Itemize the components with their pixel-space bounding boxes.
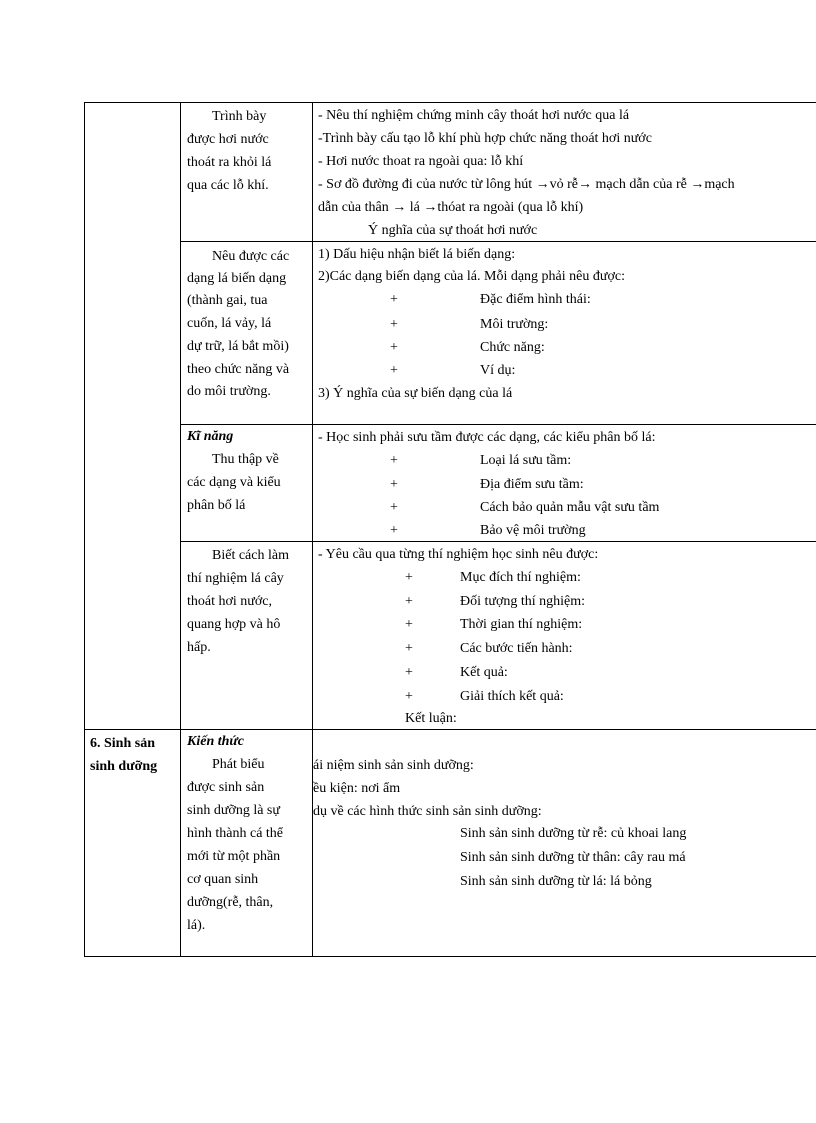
- table-bottom-border: [84, 956, 816, 957]
- section-heading: Kiến thức: [187, 734, 245, 749]
- example-text: Sinh sản sinh dưỡng từ thân: cây rau má: [460, 850, 686, 865]
- column-divider-2: [312, 102, 313, 956]
- cell-text: dạng lá biến dạng: [187, 271, 287, 286]
- cell-text: qua các lỗ khí.: [187, 178, 269, 193]
- cell-text: Phát biểu: [212, 757, 265, 772]
- bullet-text: Cách bảo quản mẫu vật sưu tầm: [480, 500, 660, 515]
- cell-text: -Trình bày cấu tạo lỗ khí phù hợp chức năng thoát hơi nước: [318, 131, 652, 146]
- cell-text: - Hơi nước thoat ra ngoài qua: lỗ khí: [318, 154, 524, 169]
- bullet-text: Kết quả:: [460, 665, 508, 680]
- cell-text: dự trữ, lá bắt mồi): [187, 339, 289, 354]
- bullet-text: Chức năng:: [480, 340, 545, 355]
- example-text: Sinh sản sinh dưỡng từ rễ: củ khoai lang: [460, 826, 687, 841]
- bullet-text: Môi trường:: [480, 317, 549, 332]
- cell-text: hình thành cá thể: [187, 826, 284, 841]
- cell-text: lá).: [187, 918, 206, 933]
- cell-text: mới từ một phần: [187, 849, 281, 864]
- cell-text: dụ về các hình thức sinh sản sinh dưỡng:: [313, 804, 542, 819]
- bullet-text: Mục đích thí nghiệm:: [460, 570, 581, 585]
- bullet-plus: +: [390, 453, 398, 468]
- bullet-plus: +: [390, 477, 398, 492]
- bullet-plus: +: [405, 570, 413, 585]
- example-text: Sinh sản sinh dưỡng từ lá: lá bỏng: [460, 874, 652, 889]
- bullet-plus: +: [405, 617, 413, 632]
- cell-text: Kết luận:: [405, 711, 457, 726]
- table-left-border: [84, 102, 85, 956]
- cell-text: theo chức năng và: [187, 362, 290, 377]
- cell-text: - Nêu thí nghiệm chứng minh cây thoát hơi nước qua lá: [318, 108, 630, 123]
- cell-text: cuốn, lá vảy, lá: [187, 316, 272, 331]
- bullet-text: Đối tượng thí nghiệm:: [460, 594, 586, 609]
- cell-text: Ý nghĩa của sự thoát hơi nước: [368, 223, 538, 238]
- bullet-text: Ví dụ:: [480, 363, 516, 378]
- cell-text: do môi trường.: [187, 384, 271, 399]
- cell-text: cơ quan sinh: [187, 872, 259, 887]
- cell-text: phân bố lá: [187, 498, 246, 513]
- bullet-plus: +: [390, 523, 398, 538]
- cell-text: ều kiện: nơi ẩm: [313, 781, 401, 796]
- bullet-plus: +: [390, 292, 398, 307]
- bullet-text: Giải thích kết quả:: [460, 689, 564, 704]
- cell-text: hấp.: [187, 640, 211, 655]
- bullet-plus: +: [390, 363, 398, 378]
- topic-title: sinh dưỡng: [90, 759, 158, 774]
- cell-text: - Yêu cầu qua từng thí nghiệm học sinh nêu được:: [318, 547, 599, 562]
- bullet-text: Loại lá sưu tầm:: [480, 453, 572, 468]
- cell-text: ái niệm sinh sản sinh dưỡng:: [313, 758, 474, 773]
- bullet-text: Đặc điểm hình thái:: [480, 292, 591, 307]
- bullet-text: Địa điểm sưu tầm:: [480, 477, 584, 492]
- row-divider-2: [180, 424, 816, 425]
- cell-text: thoát hơi nước,: [187, 594, 272, 609]
- cell-text: thí nghiệm lá cây: [187, 571, 284, 586]
- cell-text: 1) Dấu hiệu nhận biết lá biến dạng:: [318, 247, 516, 262]
- cell-text: - Học sinh phải sưu tầm được các dạng, các kiểu phân bố lá:: [318, 430, 656, 445]
- cell-text: dưỡng(rễ, thân,: [187, 895, 274, 910]
- cell-text: dẫn của thân → lá →thóat ra ngoài (qua lỗ khí): [318, 200, 584, 215]
- bullet-text: Bảo vệ môi trường: [480, 523, 586, 538]
- bullet-plus: +: [390, 340, 398, 355]
- bullet-plus: +: [405, 665, 413, 680]
- column-divider-1: [180, 102, 181, 956]
- table-top-border: [84, 102, 816, 103]
- bullet-text: Các bước tiến hành:: [460, 641, 573, 656]
- topic-title: 6. Sinh sản: [90, 736, 155, 751]
- section-heading: Kĩ năng: [187, 429, 234, 444]
- bullet-plus: +: [390, 500, 398, 515]
- cell-text: Thu thập về: [212, 452, 279, 467]
- cell-text: (thành gai, tua: [187, 293, 268, 308]
- cell-text: được sinh sản: [187, 780, 265, 795]
- bullet-plus: +: [405, 689, 413, 704]
- cell-text: 3) Ý nghĩa của sự biến dạng của lá: [318, 386, 513, 401]
- cell-text: được hơi nước: [187, 132, 269, 147]
- cell-text: - Sơ đồ đường đi của nước từ lông hút →vỏ rễ→ mạch dẫn của rễ →mạch: [318, 177, 735, 192]
- bullet-text: Thời gian thí nghiệm:: [460, 617, 583, 632]
- cell-text: Nêu được các: [212, 249, 290, 264]
- cell-text: thoát ra khỏi lá: [187, 155, 272, 170]
- cell-text: sinh dưỡng là sự: [187, 803, 280, 818]
- cell-text: Trình bày: [212, 109, 267, 124]
- cell-text: các dạng và kiểu: [187, 475, 281, 490]
- cell-text: Biết cách làm: [212, 548, 289, 563]
- bullet-plus: +: [405, 594, 413, 609]
- cell-text: quang hợp và hô: [187, 617, 281, 632]
- bullet-plus: +: [405, 641, 413, 656]
- cell-text: 2)Các dạng biến dạng của lá. Mỗi dạng phải nêu được:: [318, 269, 625, 284]
- bullet-plus: +: [390, 317, 398, 332]
